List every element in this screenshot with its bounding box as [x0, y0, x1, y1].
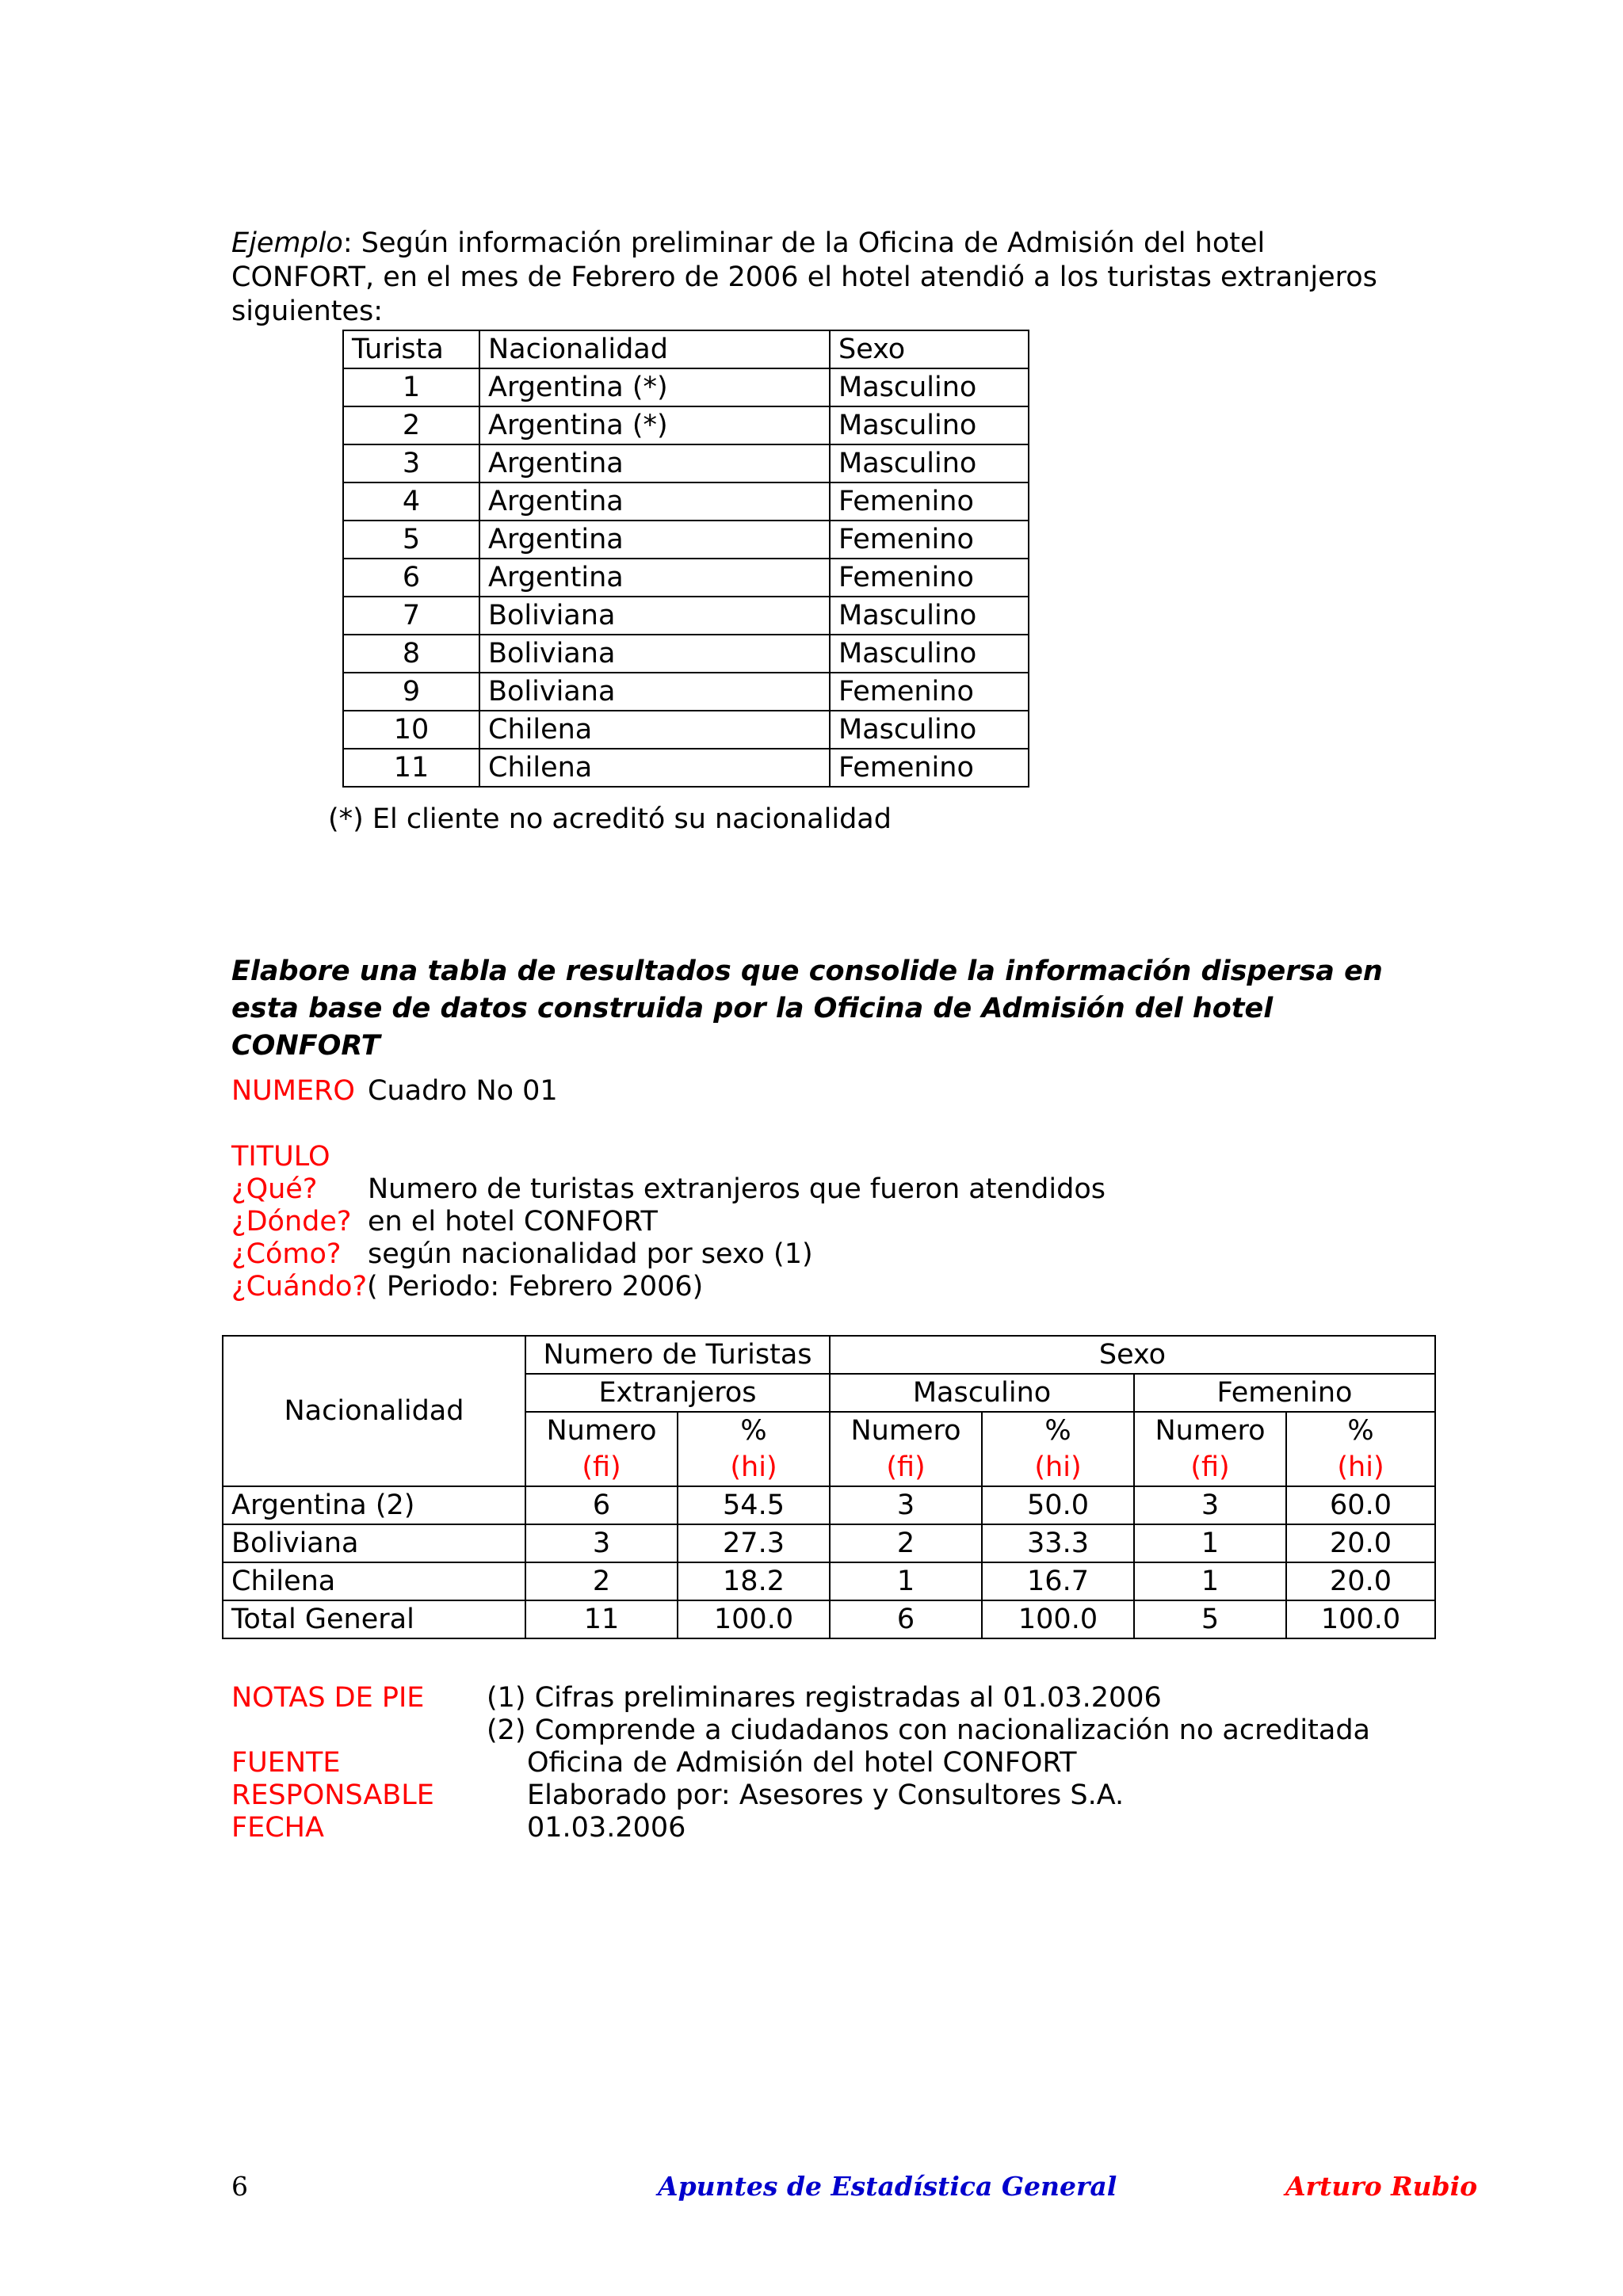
cell-masc-fi: 6	[830, 1600, 982, 1638]
cell-nacionalidad: Argentina	[479, 559, 830, 597]
titulo-como-line	[231, 1238, 813, 1271]
header-pct: %	[1286, 1412, 1435, 1449]
header-masculino: Masculino	[830, 1374, 1134, 1412]
cell-nacionalidad: Argentina	[479, 482, 830, 521]
cell-turista: 5	[343, 521, 479, 559]
como-value: según nacionalidad por sexo (1)	[368, 1238, 813, 1270]
numero-value: Cuadro No 01	[368, 1075, 558, 1107]
raw-tourist-table	[342, 330, 1029, 788]
cell-sexo: Femenino	[830, 559, 1029, 597]
header-nacionalidad: Nacionalidad	[223, 1336, 525, 1486]
summary-header-row-1	[223, 1336, 1435, 1374]
cell-turista: 3	[343, 444, 479, 482]
table-row	[343, 749, 1029, 787]
cell-total-hi: 27.3	[678, 1524, 830, 1562]
cell-sexo: Femenino	[830, 673, 1029, 711]
cell-total-fi: 2	[525, 1562, 678, 1600]
table-row	[343, 482, 1029, 521]
numero-label: NUMERO	[231, 1075, 355, 1107]
cell-fem-hi: 20.0	[1286, 1524, 1435, 1562]
note-2: (2) Comprende a ciudadanos con nacionalización no acreditada	[487, 1714, 1370, 1746]
cell-nacionalidad: Boliviana	[223, 1524, 525, 1562]
header-pct: %	[982, 1412, 1134, 1449]
table-row	[343, 559, 1029, 597]
cell-nacionalidad: Argentina (*)	[479, 406, 830, 444]
header-total-1: Numero de Turistas	[525, 1336, 830, 1374]
header-fi: (fi)	[525, 1449, 678, 1486]
cell-turista: 10	[343, 711, 479, 749]
table-row	[223, 1562, 1435, 1600]
cell-masc-hi: 50.0	[982, 1486, 1134, 1524]
header-femenino: Femenino	[1134, 1374, 1435, 1412]
cell-masc-hi: 100.0	[982, 1600, 1134, 1638]
cell-sexo: Masculino	[830, 444, 1029, 482]
header-nacionalidad: Nacionalidad	[479, 330, 830, 368]
header-sexo: Sexo	[830, 1336, 1435, 1374]
cell-turista: 7	[343, 597, 479, 635]
header-hi: (hi)	[982, 1449, 1134, 1486]
cell-sexo: Femenino	[830, 521, 1029, 559]
notas-label: NOTAS DE PIE	[231, 1682, 425, 1714]
cell-turista: 8	[343, 635, 479, 673]
cell-nacionalidad: Argentina	[479, 444, 830, 482]
intro-text: : Según información preliminar de la Oficina de Admisión del hotel CONFORT, en el mes de Febrero de 2006 el hotel atendió a los turistas extranjeros siguientes:	[231, 227, 1377, 327]
cell-fem-hi: 20.0	[1286, 1562, 1435, 1600]
cell-total-hi: 100.0	[678, 1600, 830, 1638]
titulo-label: TITULO	[231, 1141, 330, 1173]
header-numero: Numero	[1134, 1412, 1286, 1449]
table-header-row	[343, 330, 1029, 368]
table-row	[343, 521, 1029, 559]
table-row	[223, 1524, 1435, 1562]
cell-fem-hi: 60.0	[1286, 1486, 1435, 1524]
table-row-total	[223, 1600, 1435, 1638]
cell-total-fi: 11	[525, 1600, 678, 1638]
titulo-cuando-line	[231, 1270, 703, 1303]
cell-sexo: Masculino	[830, 711, 1029, 749]
cell-total-hi: 54.5	[678, 1486, 830, 1524]
header-numero: Numero	[525, 1412, 678, 1449]
que-label: ¿Qué?	[231, 1173, 318, 1205]
cell-turista: 9	[343, 673, 479, 711]
cell-nacionalidad: Argentina (2)	[223, 1486, 525, 1524]
table-row	[343, 368, 1029, 406]
cell-nacionalidad: Total General	[223, 1600, 525, 1638]
cell-turista: 4	[343, 482, 479, 521]
table-row	[223, 1486, 1435, 1524]
header-sexo: Sexo	[830, 330, 1029, 368]
cell-total-hi: 18.2	[678, 1562, 830, 1600]
cell-total-fi: 3	[525, 1524, 678, 1562]
table-row	[343, 635, 1029, 673]
cell-fem-fi: 5	[1134, 1600, 1286, 1638]
cuando-label: ¿Cuándo?	[231, 1271, 368, 1302]
cell-masc-fi: 3	[830, 1486, 982, 1524]
table-row	[343, 673, 1029, 711]
cell-nacionalidad: Argentina (*)	[479, 368, 830, 406]
fecha-label: FECHA	[231, 1812, 324, 1844]
donde-label: ¿Dónde?	[231, 1206, 352, 1238]
note-1: (1) Cifras preliminares registradas al 01.03.2006	[487, 1682, 1162, 1714]
summary-table	[222, 1335, 1436, 1639]
header-turista: Turista	[343, 330, 479, 368]
cell-masc-fi: 1	[830, 1562, 982, 1600]
footer-title: Apuntes de Estadística General	[658, 2171, 1117, 2202]
titulo-donde-line	[231, 1205, 658, 1238]
cell-masc-hi: 33.3	[982, 1524, 1134, 1562]
cell-nacionalidad: Chilena	[223, 1562, 525, 1600]
cell-sexo: Masculino	[830, 635, 1029, 673]
cell-sexo: Masculino	[830, 597, 1029, 635]
task-statement: Elabore una tabla de resultados que consolide la información dispersa en esta base de datos construida por la Oficina de Admisión del hotel CONFORT	[231, 955, 1383, 1062]
header-numero: Numero	[830, 1412, 982, 1449]
cell-fem-fi: 1	[1134, 1524, 1286, 1562]
cell-sexo: Femenino	[830, 482, 1029, 521]
header-hi: (hi)	[1286, 1449, 1435, 1486]
cell-fem-fi: 1	[1134, 1562, 1286, 1600]
responsable-label: RESPONSABLE	[231, 1779, 434, 1811]
cell-sexo: Masculino	[830, 406, 1029, 444]
raw-table-footnote: (*) El cliente no acreditó su nacionalidad	[328, 803, 892, 835]
header-fi: (fi)	[830, 1449, 982, 1486]
donde-value: en el hotel CONFORT	[368, 1206, 658, 1238]
cell-nacionalidad: Argentina	[479, 521, 830, 559]
cell-turista: 2	[343, 406, 479, 444]
cell-turista: 11	[343, 749, 479, 787]
numero-line	[231, 1074, 558, 1108]
header-pct: %	[678, 1412, 830, 1449]
cell-nacionalidad: Chilena	[479, 749, 830, 787]
titulo-que-line	[231, 1173, 1106, 1206]
table-row	[343, 711, 1029, 749]
cell-fem-hi: 100.0	[1286, 1600, 1435, 1638]
intro-lead: Ejemplo	[231, 227, 343, 259]
footer-author: Arturo Rubio	[1285, 2171, 1478, 2202]
cell-masc-hi: 16.7	[982, 1562, 1134, 1600]
page-number: 6	[231, 2171, 248, 2202]
cell-total-fi: 6	[525, 1486, 678, 1524]
cell-nacionalidad: Boliviana	[479, 673, 830, 711]
cell-sexo: Masculino	[830, 368, 1029, 406]
table-row	[343, 406, 1029, 444]
intro-paragraph	[231, 227, 1404, 329]
responsable-value: Elaborado por: Asesores y Consultores S.A.	[527, 1779, 1125, 1811]
cell-masc-fi: 2	[830, 1524, 982, 1562]
fecha-value: 01.03.2006	[527, 1812, 686, 1844]
header-fi: (fi)	[1134, 1449, 1286, 1486]
fuente-label: FUENTE	[231, 1747, 341, 1779]
cell-sexo: Femenino	[830, 749, 1029, 787]
table-row	[343, 444, 1029, 482]
cell-nacionalidad: Chilena	[479, 711, 830, 749]
cell-turista: 1	[343, 368, 479, 406]
cell-turista: 6	[343, 559, 479, 597]
cell-fem-fi: 3	[1134, 1486, 1286, 1524]
cuando-value: ( Periodo: Febrero 2006)	[367, 1271, 704, 1302]
fuente-value: Oficina de Admisión del hotel CONFORT	[527, 1747, 1077, 1779]
table-row	[343, 597, 1029, 635]
que-value: Numero de turistas extranjeros que fueron atendidos	[368, 1173, 1106, 1205]
cell-nacionalidad: Boliviana	[479, 635, 830, 673]
header-total-2: Extranjeros	[525, 1374, 830, 1412]
como-label: ¿Cómo?	[231, 1238, 342, 1270]
header-hi: (hi)	[678, 1449, 830, 1486]
cell-nacionalidad: Boliviana	[479, 597, 830, 635]
